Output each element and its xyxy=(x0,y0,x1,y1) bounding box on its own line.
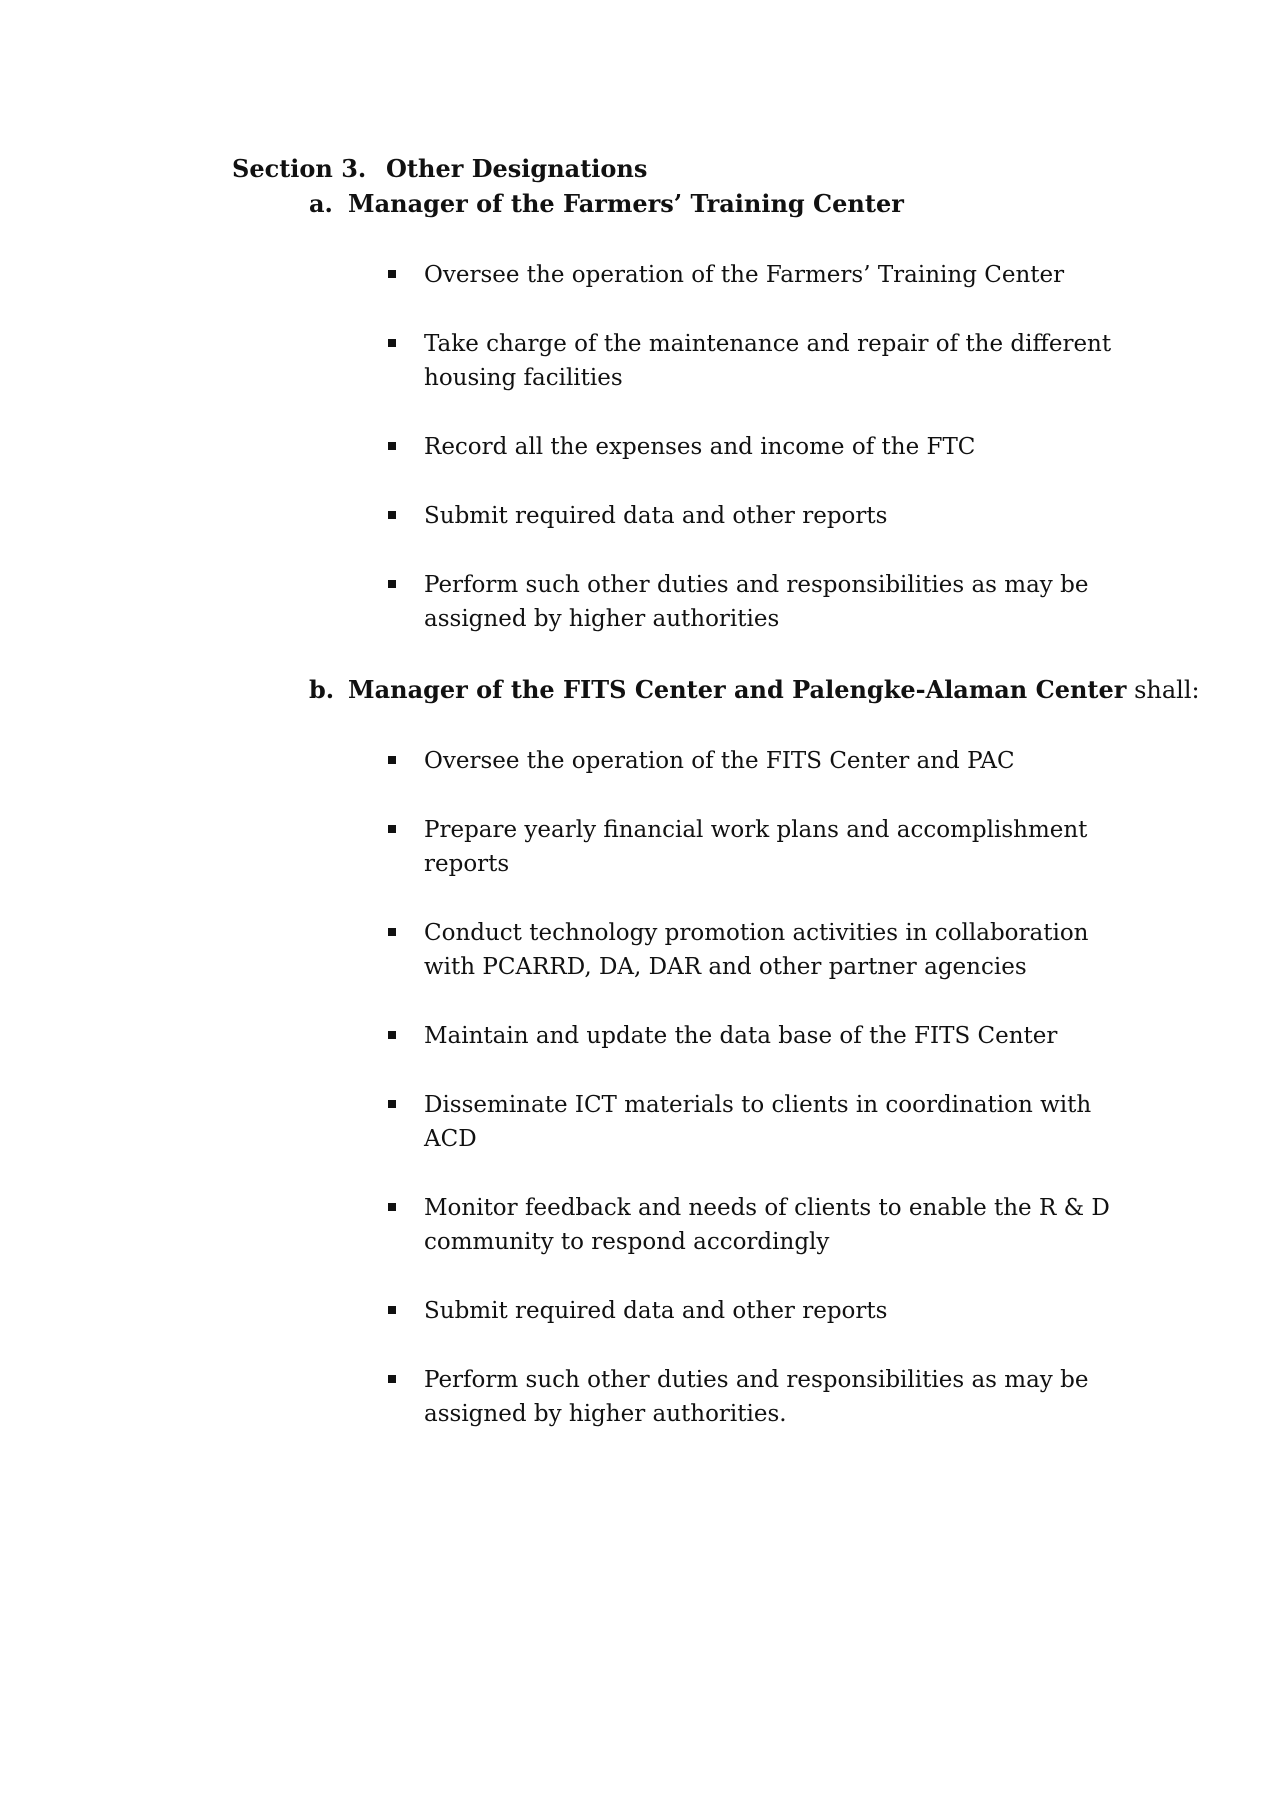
list-item xyxy=(387,1088,1117,1156)
square-bullet-icon xyxy=(388,511,396,519)
list-item-text: Record all the expenses and income of the FTC xyxy=(424,434,976,460)
list-item xyxy=(387,499,1117,533)
list-item xyxy=(387,916,1117,984)
list-item xyxy=(387,430,1117,464)
list-item xyxy=(387,1294,1117,1328)
list-item-text: Disseminate ICT materials to clients in coordination with ACD xyxy=(424,1092,1092,1152)
square-bullet-icon xyxy=(388,756,396,764)
list-item xyxy=(387,1363,1117,1431)
subsection-a-list xyxy=(387,258,1117,636)
list-item xyxy=(387,327,1117,395)
list-item xyxy=(387,1019,1117,1053)
square-bullet-icon xyxy=(388,580,396,588)
list-item-text: Submit required data and other reports xyxy=(424,503,888,529)
subsection-a-heading xyxy=(309,187,904,221)
square-bullet-icon xyxy=(388,928,396,936)
list-item-text: Oversee the operation of the FITS Center and PAC xyxy=(424,748,1015,774)
list-item xyxy=(387,258,1117,292)
list-item-text: Take charge of the maintenance and repair of the different housing facilities xyxy=(424,331,1112,391)
square-bullet-icon xyxy=(388,442,396,450)
section-title: Other Designations xyxy=(386,154,648,183)
list-item-text: Perform such other duties and responsibilities as may be assigned by higher authorities xyxy=(424,572,1089,632)
square-bullet-icon xyxy=(388,825,396,833)
subsection-b-title: Manager of the FITS Center and Palengke-Alaman Center xyxy=(348,675,1127,704)
list-item-text: Oversee the operation of the Farmers’ Training Center xyxy=(424,262,1065,288)
list-item-text: Conduct technology promotion activities in collaboration with PCARRD, DA, DAR and other partner agencies xyxy=(424,920,1089,980)
list-item-text: Prepare yearly financial work plans and accomplishment reports xyxy=(424,817,1088,877)
square-bullet-icon xyxy=(388,1203,396,1211)
list-item xyxy=(387,813,1117,881)
list-item-text: Submit required data and other reports xyxy=(424,1298,888,1324)
list-item-text: Perform such other duties and responsibilities as may be assigned by higher authorities. xyxy=(424,1367,1089,1427)
square-bullet-icon xyxy=(388,1375,396,1383)
section-number: Section 3. xyxy=(232,154,367,183)
square-bullet-icon xyxy=(388,270,396,278)
square-bullet-icon xyxy=(388,1031,396,1039)
subsection-a-title: Manager of the Farmers’ Training Center xyxy=(348,189,904,218)
square-bullet-icon xyxy=(388,1306,396,1314)
subsection-b-list xyxy=(387,744,1117,1431)
section-heading xyxy=(232,152,648,186)
list-item xyxy=(387,568,1117,636)
list-item-text: Maintain and update the data base of the FITS Center xyxy=(424,1023,1058,1049)
subsection-b-heading xyxy=(309,673,1200,707)
subsection-b-letter: b. xyxy=(309,675,335,704)
list-item xyxy=(387,744,1117,778)
list-item xyxy=(387,1191,1117,1259)
subsection-b-suffix: shall: xyxy=(1126,676,1200,704)
square-bullet-icon xyxy=(388,1100,396,1108)
list-item-text: Monitor feedback and needs of clients to enable the R & D community to respond accordingly xyxy=(424,1195,1110,1255)
square-bullet-icon xyxy=(388,339,396,347)
subsection-a-letter: a. xyxy=(309,189,333,218)
